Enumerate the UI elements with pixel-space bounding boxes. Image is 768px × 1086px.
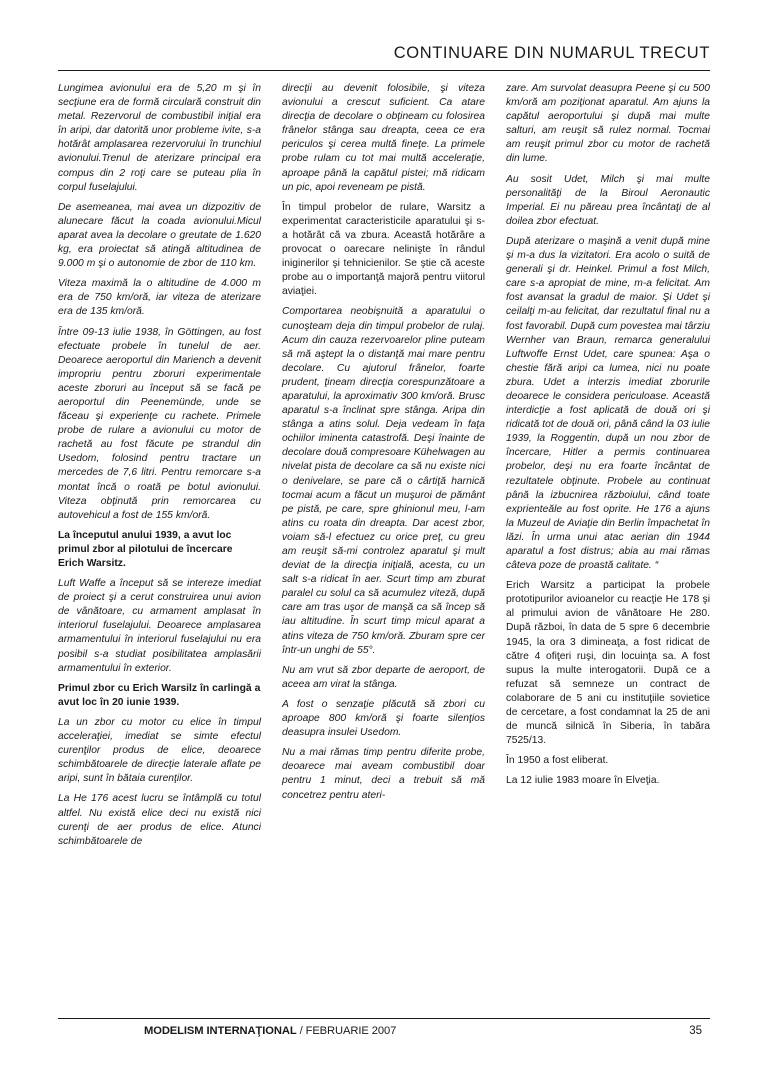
paragraph: La un zbor cu motor cu elice în timpul acceleraţiei, imediat se simte efectul curenţilor produs de elice, deoarece schimbătoarele de direcţie laterale aflate pe aripi, sunt în bătaia curenţilor. [58, 716, 261, 785]
text-column-1 [58, 82, 261, 982]
header-divider [58, 70, 710, 71]
paragraph: În 1950 a fost eliberat. [506, 755, 609, 767]
footer-divider [58, 1018, 710, 1019]
magazine-credit [144, 1025, 396, 1037]
page-header [58, 44, 710, 71]
paragraph: De asemeanea, mai avea un dizpozitiv de alunecare făcut la coada avionului.Micul aparat avea la decolare o greutate de 1.620 kg, era proiectat să atingă altitudinea de 9.000 m şi o autonomie de zbor de 110 km. [58, 201, 261, 270]
paragraph: Erich Warsitz a participat la probele prototipurilor avioanelor cu reacţie He 178 şi al primului avion de vânătoare He 280. După război, în data de 5 spre 6 decembrie 1945, la ora 3 dimineaţa, a fost ridicat de către 4 ofiţeri ruşi, din locuinţa sa. A fost supus la multe interogatorii. După ce a refuzat să semneze un contract de colaborare de 5 ani cu instituţiile sovietice de cercetare, a fost condamnat la 25 de ani de muncă silnică în Siberia, în tabăra 7525/13. [506, 580, 710, 747]
paragraph: Viteza maximă la o altitudine de 4.000 m era de 750 km/oră, iar viteza de aterizare era de 135 km/oră. [58, 278, 261, 318]
paragraph: În timpul probelor de rulare, Warsitz a experimentat caracteristicile aparatului şi s-a hotărât că va zbura. Această hotărâre a provocat o oarecare nelinişte în rândul iniginerilor şi tehnicienilor. Se ştie că aceste probe au o importanţă majoră pentru viitorul aviaţiei. [282, 201, 485, 298]
page-title: CONTINUARE DIN NUMARUL TRECUT [393, 44, 710, 62]
paragraph: A fost o senzaţie plăcută să zbori cu aproape 800 km/oră şi foarte silenţios deasupra insulei Usedom. [282, 698, 485, 739]
paragraph: Lungimea avionului era de 5,20 m şi în secţiune era de formă circulară construit din metal. Rezervorul de combustibil iniţial era în aripi, dar datorită unor probleme ivite, s-a hotărât amplasarea rezervorului în trunchiul avionului.Trenul de aterizare principal era compus din 2 roţi care se puteau plia în corpul fuselajului. [58, 83, 261, 193]
paragraph: Nu a mai rămas timp pentru diferite probe, deoarece mai aveam combustibil doar pentru 1 minut, deci a trebuit să mă concetrez pentru ateri- [282, 747, 485, 801]
paragraph: direcţii au devenit folosibile, şi viteza avionului a crescut suficient. Ca atare direcţia de decolare o obţineam cu folosirea frânelor stânga sau dreapta, ceea ce era periculos şi cerea multă fineţe. La primele probe rulam cu tot mai multă acceleraţie, aproape până la capătul pistei; mă ridicam un pic, apoi reveneam pe pistă. [282, 83, 485, 193]
paragraph: Luft Waffe a început să se intereze imediat de proiect şi a cerut construirea unui avion de vânătoare, cu armament amplasat în interiorul fuselajului. Deoarece amplasarea armamentului în interiorul fuselajului nu era posibil s-a studiat posibilitatea amplasării armamentului în exterior. [58, 578, 261, 674]
page-number: 35 [689, 1025, 702, 1037]
paragraph: La începutul anului 1939, a avut loc primul zbor al pilotului de încercare Erich Warsitz. [58, 529, 233, 569]
article-columns [58, 82, 710, 982]
paragraph: Între 09-13 iulie 1938, în Göttingen, au fost efectuate probele în tunelul de aer. Deoarece aeroportul din Mariench a devenit impropriu pentru zboruri experimentale aceste zboruri au început să se facă pe aeroportul din Peenemünde, unde se făceau şi experienţe cu rachete. Primele probe de rulare a avionului cu motor de rachetă au fost făcute pe strandul din Usedom, folosind pentru tractare un mercedes de 7,6 litri. Pentru remorcare s-a montat încă o roată pe botul avionului. Viteza obţinută prin remorcarea cu autovehicul a fost de 155 km/oră. [58, 326, 261, 521]
paragraph: La 12 iulie 1983 moare în Elveţia. [506, 775, 660, 787]
paragraph: După aterizare o maşină a venit după mine şi m-a dus la vizitatori. Era acolo o suită de generali şi dr. Heinkel. Primul a fost Milch, care s-a apropiat de mine, m-a felicitat. Am fost avansat la gradul de maior. Şi Udet şi ceilalţi m-au felicitat, dar rezultatul final nu a fost favorabil. După cum povestea mai târziu Wernher van Braun, remarca generalului Luftwoffe Ernst Udet, care spunea: Aşa o chestie fără aripi ca lumea, nici nu poate zbura. Udet a interzis imediat zborurile deoarece le considera periculoase. Această interdicţie a fost aplicată de două ori şi ridicată tot de două ori, până când la 03 iulie 1939, la Roggentin, după un nou zbor de încercare, Hitler a permis continuarea probelor, deşi nu era foarte încântat de rezultatele obţinute. Probele au continuat până la izbucnirea războiului, când toate exprienteăle au fost oprite. He 176 a ajuns la Muzeul de Aviaţie din Berlin împachetat în lăzi. În urma unui atac aerian din 1944 aparatul a fost distrus; abia au mai rămas câteva poze de proastă calitate. “ [506, 235, 710, 572]
paragraph: zare. Am survolat deasupra Peene şi cu 500 km/oră am poziţionat aparatul. Am ajuns la capătul aeroportului şi după mai multe salturi, am reuşit să rulez normal. Tocmai am reuşit primul zbor cu motor de rachetă din lume. [506, 83, 710, 165]
paragraph: Au sosit Udet, Milch şi mai multe personalităţi de la Biroul Aeronautic Imperial. Ei nu păreau prea încântaţi de al doilea zbor efectuat. [506, 173, 710, 227]
paragraph: Comportarea neobişnuită a aparatului o cunoşteam deja din timpul probelor de rulaj. Acum din cauza rezervoarelor pline puteam să mă aştept la o distanţă mai mare pentru decolare. Cu ajutorul frânelor, foarte prudent, ţineam direcţia corespunzătoare a aparatului, la aproximativ 300 km/oră. Brusc aparatul s-a înclinat spre stânga. Aripa din stânga a atins solul. Deja vedeam în faţa ochiilor iminenta catastrofă. Deşi înainte de decolare două compresoare Kühelwagen au nivelat pista de decolare ca să nu existe nici o denivelare, se pare că o cârtiţă harnică tocmai acum a făcut un muşuroi de pământ pe pistă, pe care, spre ghinionul meu, l-am atins cu roata din dreapta. Dar acest zbor, voiam să-l efectuez cu orice preţ, cu greu am reuşit să-mi controlez aparatul şi mult deviat de la direcţia iniţială, acesta, cu un salt s-a ridicat în aer. Scurt timp am zburat paralel cu solul ca să acumulez viteză, după care am tras uşor de manşă ca să încep să iau altitudine. În scurt timp micul aparat a atins viteza de 750 km/oră. Zburam spre cer într-un unghi de 55°. [282, 306, 485, 656]
text-column-2 [282, 82, 485, 982]
text-column-3 [506, 82, 710, 982]
paragraph: La He 176 acest lucru se întâmplă cu totul altfel. Nu există elice deci nu există nici curenţi de aer produs de elice. Atunci schimbătoarele de [58, 793, 261, 847]
page-footer [58, 1018, 710, 1037]
paragraph: Nu am vrut să zbor departe de aeroport, de aceea am virat la stânga. [282, 664, 485, 690]
magazine-issue: / FEBRUARIE 2007 [296, 1025, 397, 1037]
paragraph: Primul zbor cu Erich Warsilz în carlingă a avut loc în 20 iunie 1939. [58, 682, 261, 708]
magazine-name: MODELISM INTERNAŢIONAL [144, 1025, 297, 1037]
